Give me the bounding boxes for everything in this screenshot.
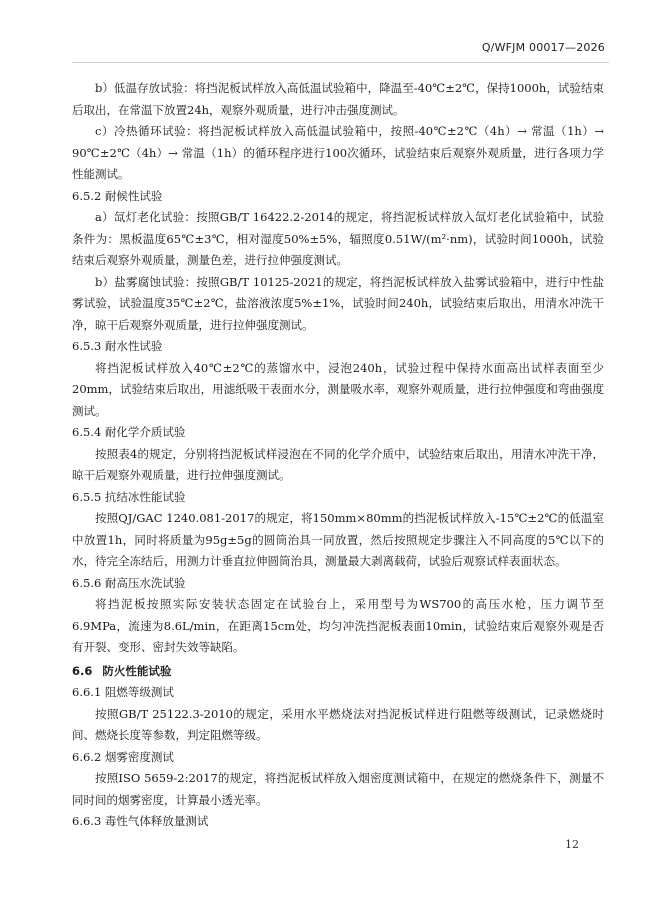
subsection-heading: [72, 422, 604, 444]
document-body: [72, 78, 604, 833]
subsection-heading: [72, 747, 604, 769]
heading-number: 6.5.4: [72, 425, 102, 439]
heading-number: 6.5.5: [72, 489, 102, 504]
body-paragraph: 按照ISO 5659-2:2017的规定，将挡泥板试样放入烟密度测试箱中，在规定的燃烧条件下，测量不同时间的烟雾密度，计算最小透光率。: [72, 771, 604, 807]
document-code-header: Q/WFJM 00017—2026: [481, 41, 605, 54]
body-paragraph: b）低温存放试验：将挡泥板试样放入高低温试验箱中，降温至-40℃±2℃，保持1000h，试验结束后取出，在常温下放置24h，观察外观质量，进行冲击强度测试。: [72, 81, 604, 117]
body-paragraph: 将挡泥板试样放入40℃±2℃的蒸馏水中，浸泡240h，试验过程中保持水面高出试样表面至少20mm，试验结束后取出，用滤纸吸干表面水分，测量吸水率，观察外观质量，进行拉伸强度和弯曲强度测试。: [72, 360, 604, 418]
page-number: 12: [565, 838, 579, 851]
body-paragraph: b）盐雾腐蚀试验：按照GB/T 10125-2021的规定，将挡泥板试样放入盐雾试验箱中，进行中性盐雾试验，试验温度35℃±2℃，盐溶液浓度5%±1%，试验时间240h，试验结束后取出，用清水冲洗干净，晾干后观察外观质量，进行拉伸强度测试。: [72, 274, 604, 332]
body-paragraph: 将挡泥板按照实际安装状态固定在试验台上，采用型号为WS700的高压水枪，压力调节至6.9MPa，流速为8.6L/min，在距离15cm处，均匀冲洗挡泥板表面10min，试验结束后观察外观是否有开裂、变形、密封失效等缺陷。: [72, 597, 604, 654]
heading-number: 6.6.1: [72, 685, 102, 699]
header-divider: [72, 62, 609, 63]
subsection-heading: [72, 811, 604, 833]
heading-number: 6.6.3: [72, 814, 102, 828]
body-paragraph: 按照GB/T 25122.3-2010的规定，采用水平燃烧法对挡泥板试样进行阻燃等级测试，记录燃烧时间、燃烧长度等参数，判定阻燃等级。: [72, 706, 604, 742]
heading-number: 6.6: [72, 663, 93, 678]
heading-title: 毒性气体释放量测试: [104, 814, 209, 828]
heading-title: 耐候性试验: [104, 188, 163, 203]
body-paragraph: a）氙灯老化试验：按照GB/T 16422.2-2014的规定，将挡泥板试样放入氙灯老化试验箱中，试验条件为：黑板温度65℃±3℃，相对湿度50%±5%，辐照度0.51W/(m²·nm)，试验时间1000h，试验结束后观察外观质量，测量色差，进行拉伸强度测试。: [72, 210, 604, 267]
heading-title: 耐高压水洗试验: [104, 575, 186, 590]
heading-title: 防火性能试验: [102, 663, 172, 678]
heading-number: 6.5.6: [72, 575, 102, 590]
body-paragraph: c）冷热循环试验：将挡泥板试样放入高低温试验箱中，按照-40℃±2℃（4h）→ 常温（1h）→ 90℃±2℃（4h）→ 常温（1h）的循环程序进行100次循环，试验结束后观察外观质量，进行各项力学性能测试。: [72, 124, 604, 181]
heading-title: 阻燃等级测试: [104, 685, 174, 699]
subsection-heading: [72, 682, 604, 704]
heading-title: 耐化学介质试验: [104, 425, 186, 439]
heading-title: 抗结冰性能试验: [104, 489, 186, 504]
heading-title: 烟雾密度测试: [104, 749, 174, 764]
body-paragraph: 按照QJ/GAC 1240.081-2017的规定，将150mm×80mm的挡泥板试样放入-15℃±2℃的低温室中放置1h，同时将质量为95g±5g的圆筒治具一同放置，然后按照规定步骤注入不同高度的5℃以下的水，待完全冻结后，用测力计垂直拉伸圆筒治具，测量最大剥离载荷，试验后观察试样表面状态。: [72, 511, 604, 568]
heading-number: 6.6.2: [72, 749, 102, 764]
subsection-heading: [72, 573, 604, 595]
section-heading: [72, 661, 604, 683]
subsection-heading: [72, 186, 604, 208]
subsection-heading: [72, 336, 604, 358]
heading-title: 耐水性试验: [104, 339, 163, 353]
subsection-heading: [72, 487, 604, 509]
heading-number: 6.5.3: [72, 339, 102, 353]
heading-number: 6.5.2: [72, 188, 102, 203]
body-paragraph: 按照表4的规定，分别将挡泥板试样浸泡在不同的化学介质中，试验结束后取出，用清水冲洗干净，晾干后观察外观质量，进行拉伸强度测试。: [72, 446, 604, 482]
